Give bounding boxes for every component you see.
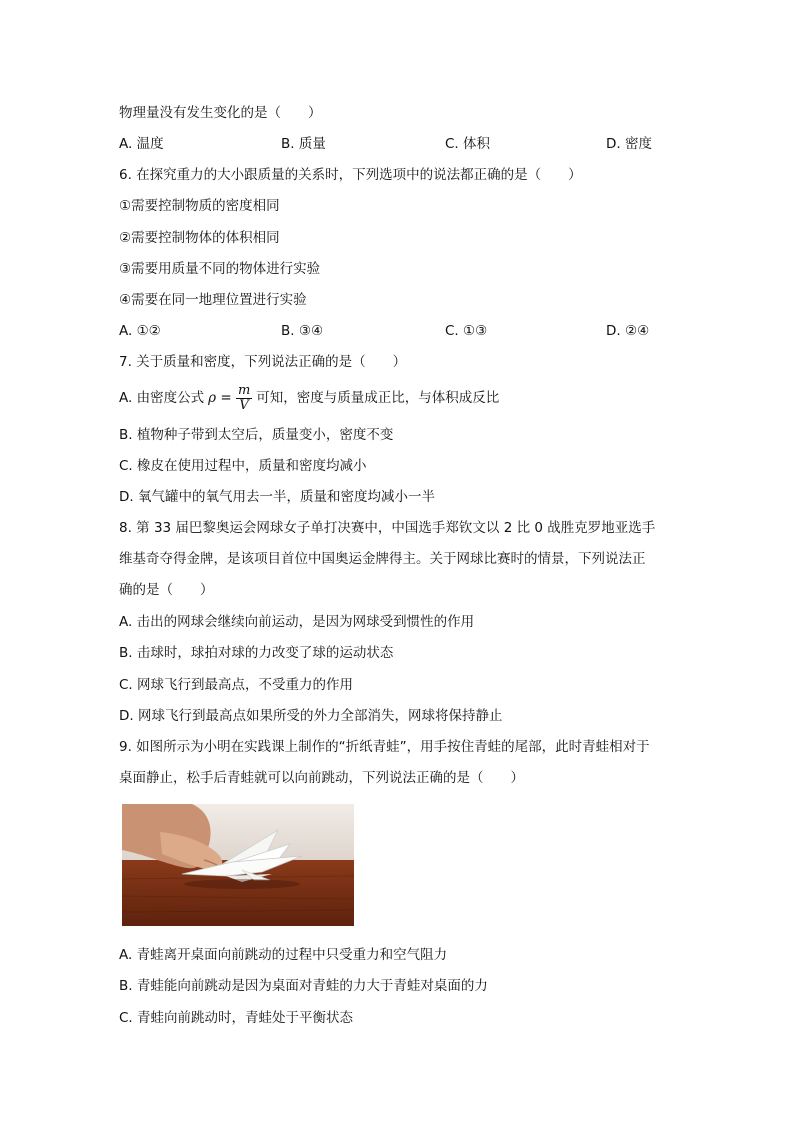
q5-option-a: A. 温度 <box>119 136 164 152</box>
q9-stem-line-2: 桌面静止，松手后青蛙就可以向前跳动，下列说法正确的是（ ） <box>119 770 524 786</box>
q8-stem-line-3: 确的是（ ） <box>119 582 214 598</box>
q5-stem: 物理量没有发生变化的是（ ） <box>119 105 322 121</box>
q7-option-b: B. 植物种子带到太空后，质量变小，密度不变 <box>119 427 394 443</box>
q6-item-1: ①需要控制物质的密度相同 <box>119 198 280 214</box>
formula-rho: ρ = <box>208 390 232 406</box>
q6-stem: 6. 在探究重力的大小跟质量的关系时，下列选项中的说法都正确的是（ ） <box>119 167 582 183</box>
q8-option-d: D. 网球飞行到最高点如果所受的外力全部消失，网球将保持静止 <box>119 708 503 724</box>
q6-item-3: ③需要用质量不同的物体进行实验 <box>119 261 321 277</box>
formula-fraction <box>236 384 252 413</box>
q9-stem-line-1: 9. 如图所示为小明在实践课上制作的“折纸青蛙”，用手按住青蛙的尾部，此时青蛙相对于 <box>119 739 650 755</box>
q9-option-c: C. 青蛙向前跳动时，青蛙处于平衡状态 <box>119 1010 354 1026</box>
q6-item-4: ④需要在同一地理位置进行实验 <box>119 292 307 308</box>
formula-numerator: m <box>237 383 251 398</box>
q7-option-a <box>119 382 499 414</box>
density-formula <box>208 382 252 414</box>
origami-frog-photo <box>122 804 354 926</box>
q6-item-2: ②需要控制物体的体积相同 <box>119 230 280 246</box>
q7-option-d: D. 氧气罐中的氧气用去一半，质量和密度均减小一半 <box>119 489 435 505</box>
q6-option-b: B. ③④ <box>281 323 324 339</box>
formula-denominator: V <box>239 398 249 413</box>
q6-option-d: D. ②④ <box>606 323 650 339</box>
q5-option-c: C. 体积 <box>445 136 491 152</box>
q8-stem-line-1: 8. 第 33 届巴黎奥运会网球女子单打决赛中，中国选手郑钦文以 2 比 0 战胜克罗地亚选手 <box>119 520 656 536</box>
q5-option-d: D. 密度 <box>606 136 652 152</box>
q7-option-a-pre: A. 由密度公式 <box>119 390 205 406</box>
origami-frog-illustration <box>122 804 354 926</box>
q8-stem-line-2: 维基奇夺得金牌，是该项目首位中国奥运金牌得主。关于网球比赛时的情景，下列说法正 <box>119 551 646 567</box>
q9-option-b: B. 青蛙能向前跳动是因为桌面对青蛙的力大于青蛙对桌面的力 <box>119 978 488 994</box>
q8-option-b: B. 击球时，球拍对球的力改变了球的运动状态 <box>119 645 394 661</box>
q6-option-a: A. ①② <box>119 323 161 339</box>
q5-option-b: B. 质量 <box>281 136 326 152</box>
q9-option-a: A. 青蛙离开桌面向前跳动的过程中只受重力和空气阻力 <box>119 947 448 963</box>
q8-option-a: A. 击出的网球会继续向前运动，是因为网球受到惯性的作用 <box>119 614 475 630</box>
q7-option-c: C. 橡皮在使用过程中，质量和密度均减小 <box>119 458 367 474</box>
q7-option-a-post: 可知，密度与质量成正比，与体积成反比 <box>256 390 500 406</box>
q7-stem: 7. 关于质量和密度，下列说法正确的是（ ） <box>119 354 407 370</box>
q6-option-c: C. ①③ <box>445 323 488 339</box>
q8-option-c: C. 网球飞行到最高点，不受重力的作用 <box>119 677 354 693</box>
